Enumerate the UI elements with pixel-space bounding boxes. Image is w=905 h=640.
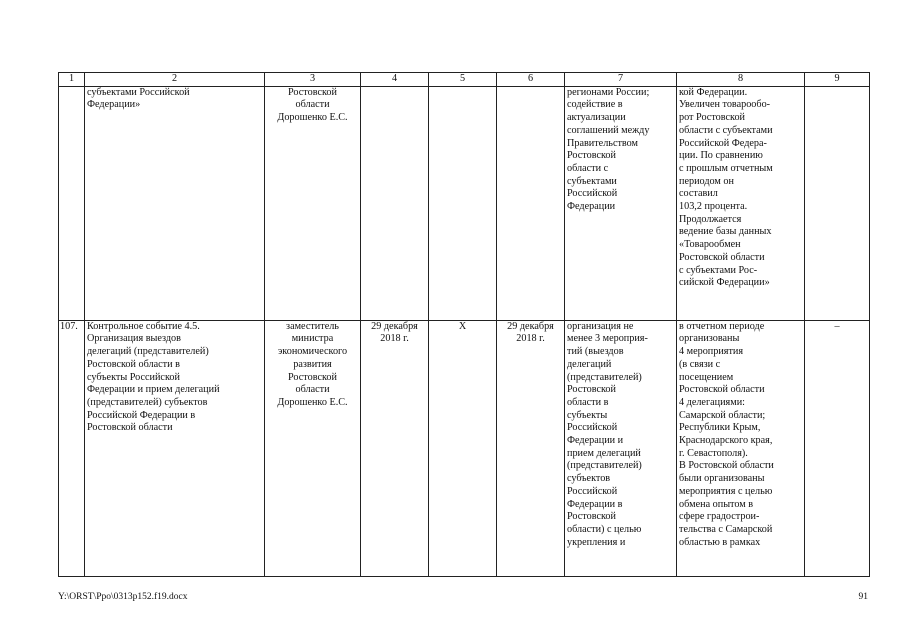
cell-text-line: Федерации в [567,498,623,510]
column-number: 3 [265,73,361,87]
cell-text-line: содействие в [567,99,623,111]
cell-text-line: соглашений между [567,124,650,136]
cell-text-line: области [295,384,330,396]
cell-text-line: тий (выездов [567,346,624,358]
column-number: 9 [805,73,870,87]
cell-text-line: В Ростовской области [679,460,774,472]
expected-result-cell [565,320,677,576]
cell-text-line: Ростовской [567,150,616,162]
cell-text-line: Увеличен товарообо- [679,99,771,111]
table-row [59,86,870,320]
cell-text-line: 29 декабря [507,320,554,332]
cell-text-line: ведение базы данных [679,226,772,238]
cell-text-line: актуализации [567,112,626,124]
cell-text-line: Ростовской области [87,422,173,434]
cell-text-line: области [295,99,330,111]
cell-text-line: Правительством [567,137,638,149]
cell-text-line: делегаций (представителей) [87,346,209,358]
actual-result-cell [677,320,805,576]
cell-text-line: мероприятия с целью [679,485,773,497]
plan-date-cell [361,320,429,576]
cell-text-line: Дорошенко Е.С. [277,112,348,124]
cell-text-line: субъектов [567,473,611,485]
cell-text-line: Федерации [567,201,616,213]
cell-text-line: Федерации и прием делегаций [87,384,220,396]
cell-text-line: развития [293,358,332,370]
cell-text-line: 4 мероприятия [679,346,744,358]
cell-text-line: менее 3 мероприя- [567,333,648,345]
cell-text-line: 103,2 процента. [679,201,748,213]
cell-text-line: Федерации и [567,435,624,447]
cell-text-line: субъектами [567,175,617,187]
cell-text-line: периодом он [679,175,734,187]
expected-result-cell [565,86,677,320]
cell-text-line: 29 декабря [371,320,418,332]
cell-text-line: 2018 г. [380,333,409,345]
cell-text-line: Российской Федера- [679,137,767,149]
actual-date-cell [497,320,565,576]
cell-text-line: (в связи с [679,358,721,370]
column-number: 4 [361,73,429,87]
column-number-row [59,73,870,87]
cell-text-line: сийской Федерации» [679,277,770,289]
cell-text-line: заместитель [286,320,339,332]
column-number: 6 [497,73,565,87]
event-cell [85,320,265,576]
cell-text-line: укрепления и [567,536,626,548]
cell-text-line: Продолжается [679,213,742,225]
cell-text-line: (представителей) [567,371,642,383]
column-number: 1 [59,73,85,87]
cell-text-line: области с [567,162,609,174]
cell-text-line: 4 делегациями: [679,396,745,408]
cell-text-line: Ростовской [567,384,616,396]
cell-text-line: составил [679,188,718,200]
cell-text-line: Краснодарского края, [679,435,773,447]
cell-text-line: в отчетном периоде [679,320,765,332]
cell-text-line: Ростовской области в [87,358,180,370]
cell-text-line: тельства с Самарской [679,523,773,535]
row-number-cell: 107. [59,320,85,576]
column-number: 5 [429,73,497,87]
cell-text-line: области в [567,396,609,408]
notes-cell [805,86,870,320]
cell-text-line: Ростовской [288,371,337,383]
event-cell [85,86,265,320]
cell-text-line: области) с целью [567,523,642,535]
column-number: 2 [85,73,265,87]
cell-text-line: г. Севастополя). [679,447,748,459]
table-row [59,320,870,576]
cell-text-line: Ростовской области [679,251,765,263]
cell-text-line: регионами России; [567,86,650,98]
cell-text-line: Российской Федерации в [87,409,196,421]
row-number-cell [59,86,85,320]
cell-text-line: области с субъектами [679,124,773,136]
cell-text-line: (представителей) [567,460,642,472]
responsible-cell [265,86,361,320]
cell-text-line: организованы [679,333,740,345]
cell-text-line: областью в рамках [679,536,761,548]
cell-text-line: делегаций [567,358,612,370]
cell-text-line: кой Федерации. [679,86,748,98]
mark-cell [429,86,497,320]
mark-cell: X [429,320,497,576]
cell-text-line: Республики Крым, [679,422,761,434]
cell-text-line: с прошлым отчетным [679,162,773,174]
cell-text-line: Российской [567,188,618,200]
cell-text-line: Российской [567,485,618,497]
cell-text-line: субъекты [567,409,608,421]
cell-text-line: Контрольное событие 4.5. [87,320,200,332]
cell-text-line: организация не [567,320,634,332]
cell-text-line: с субъектами Рос- [679,264,758,276]
cell-text-line: 2018 г. [516,333,545,345]
cell-text-line: сфере градострои- [679,511,760,523]
cell-text-line: Ростовской [567,511,616,523]
cell-text-line: прием делегаций [567,447,641,459]
cell-text-line: Ростовской области [679,384,765,396]
cell-text-line: экономического [277,346,348,358]
cell-text-line: (представителей) субъектов [87,396,208,408]
cell-text-line: министра [291,333,334,345]
cell-text-line: ции. По сравнению [679,150,763,162]
cell-text-line: были организованы [679,473,765,485]
cell-text-line: Организация выездов [87,333,181,345]
column-number: 7 [565,73,677,87]
responsible-cell [265,320,361,576]
cell-text-line: Российской [567,422,618,434]
cell-text-line: Дорошенко Е.С. [277,396,348,408]
file-path: Y:\ORST\Ppo\0313p152.f19.docx [58,592,188,602]
cell-text-line: субъектами Российской [87,86,190,98]
page-number: 91 [858,592,868,602]
report-table [58,72,870,577]
actual-date-cell [497,86,565,320]
cell-text-line: Самарской области; [679,409,766,421]
plan-date-cell [361,86,429,320]
cell-text-line: обмена опытом в [679,498,754,510]
cell-text-line: Ростовской [288,86,337,98]
cell-text-line: рот Ростовской [679,112,745,124]
cell-text-line: Федерации» [87,99,141,111]
cell-text-line: субъекты Российской [87,371,180,383]
column-number: 8 [677,73,805,87]
cell-text-line: «Товарообмен [679,239,741,251]
cell-text-line: посещением [679,371,734,383]
notes-cell: – [805,320,870,576]
actual-result-cell [677,86,805,320]
